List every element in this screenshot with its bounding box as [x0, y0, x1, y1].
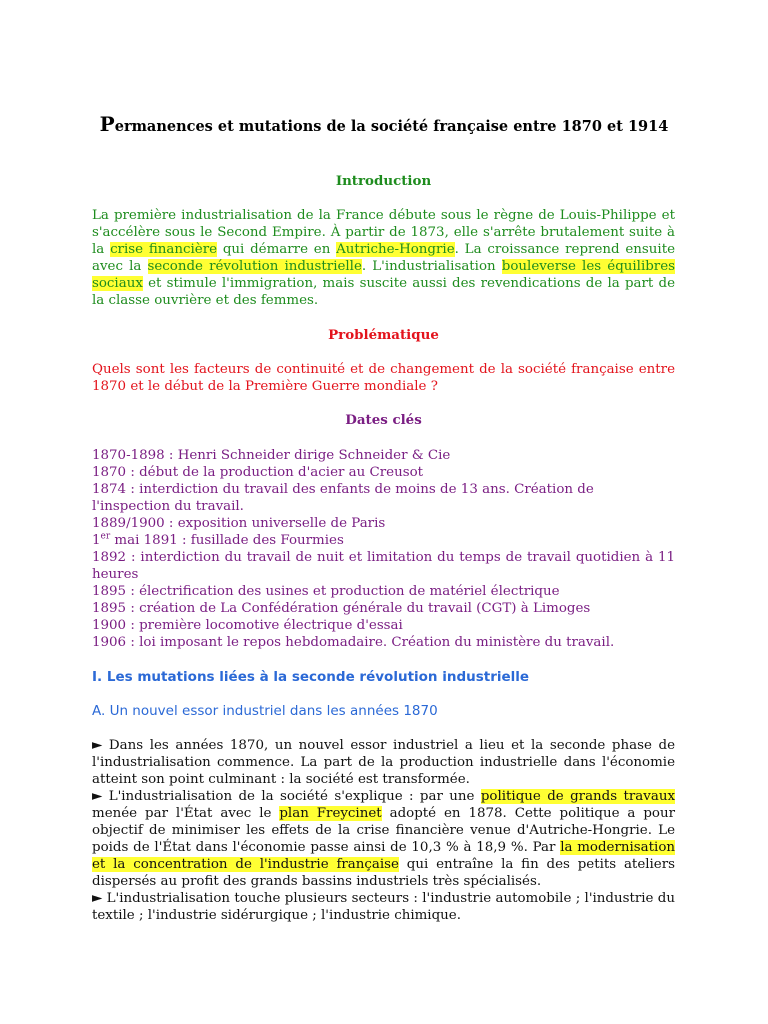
problematique-heading: Problématique [328, 327, 439, 343]
date-item: 1874 : interdiction du travail des enfants de moins de 13 ans. Création de l'inspection du travail. [92, 482, 594, 514]
date-item: 1892 : interdiction du travail de nuit et limitation du temps de travail quotidien à 11 heures [92, 550, 675, 582]
introduction-paragraph [92, 207, 675, 309]
intro-text-5: et stimule l'immigration, mais suscite aussi des revendications de la part de la classe ouvrière et des femmes. [92, 276, 675, 308]
date-item: 1895 : électrification des usines et production de matériel électrique [92, 584, 560, 599]
date-item: 1906 : loi imposant le repos hebdomadaire. Création du ministère du travail. [92, 635, 615, 650]
date-item: 1870-1898 : Henri Schneider dirige Schneider & Cie [92, 448, 451, 463]
dates-heading: Dates clés [345, 412, 422, 428]
problematique-text: Quels sont les facteurs de continuité et de changement de la société française entre 1870 et le début de la Première Guerre mondiale ? [92, 362, 675, 394]
date-item: 1870 : début de la production d'acier au Creusot [92, 465, 424, 480]
title-text: ermanences et mutations de la société française entre 1870 et 1914 [114, 118, 669, 135]
date-item: 1895 : création de La Confédération générale du travail (CGT) à Limoges [92, 601, 591, 616]
date-item [92, 532, 675, 549]
intro-text-4: . L'industrialisation [361, 259, 502, 274]
date-item: 1889/1900 : exposition universelle de Paris [92, 516, 386, 531]
bullet-paragraph [92, 788, 675, 890]
date-ordinal: er [100, 531, 111, 542]
introduction-heading: Introduction [335, 173, 432, 189]
bullet-paragraph [92, 890, 675, 924]
intro-text-1: La première industrialisation de la France débute sous le règne de Louis-Philippe et s'accélère sous le Second Empire. À partir de 1873, elle s'arrête brutalement suite à la [92, 208, 675, 257]
intro-text-2: qui démarre en [217, 242, 337, 257]
arrow-icon: ► [92, 738, 103, 753]
intro-highlight-crise: crise financière [110, 242, 218, 257]
bullet-text: qui entraîne la fin des petits ateliers dispersés au profit des grands bassins industriels très spécialisés. [92, 857, 676, 889]
bullet-text: L'industrialisation de la société s'explique : par une [102, 789, 481, 804]
date-text: mai 1891 : fusillade des Fourmies [110, 533, 344, 548]
highlight-modernisation: la modernisation et la concentration de l'industrie française [92, 840, 675, 872]
bullet-text: Dans les années 1870, un nouvel essor industriel a lieu et la seconde phase de l'industrialisation commence. La part de la production industrielle dans l'économie atteint son point culminant : la société est transformée. [92, 738, 675, 787]
title-initial: P [99, 112, 115, 136]
date-day: 1 [92, 533, 101, 548]
date-item: 1900 : première locomotive électrique d'essai [92, 618, 403, 633]
section1-subheading: A. Un nouvel essor industriel dans les années 1870 [92, 703, 438, 719]
intro-highlight-bouleverse: bouleverse les équilibres sociaux [92, 259, 676, 291]
intro-highlight-revolution: seconde révolution industrielle [147, 259, 362, 274]
section1-heading: I. Les mutations liées à la seconde révolution industrielle [92, 669, 530, 685]
intro-highlight-autriche: Autriche-Hongrie [336, 242, 455, 257]
bullet-text: menée par l'État avec le [92, 806, 280, 821]
section1-bullets [92, 737, 675, 924]
arrow-icon: ► [92, 789, 103, 804]
intro-text-3: . La croissance reprend ensuite avec la [92, 242, 675, 274]
highlight-plan-freycinet: plan Freycinet [279, 806, 382, 821]
dates-list [92, 447, 675, 651]
bullet-text: L'industrialisation touche plusieurs secteurs : l'industrie automobile ; l'industrie du textile ; l'industrie sidérurgique ; l'industrie chimique. [92, 891, 675, 923]
bullet-text: adopté en 1878. Cette politique a pour objectif de minimiser les effets de la crise financière venue d'Autriche-Hongrie. Le poids de l'État dans l'économie passe ainsi de 10,3 % à 18,9 %. Par [92, 806, 676, 855]
highlight-grands-travaux: politique de grands travaux [480, 789, 676, 804]
document-title [0, 112, 768, 136]
arrow-icon: ► [92, 891, 103, 906]
bullet-paragraph [92, 737, 675, 788]
